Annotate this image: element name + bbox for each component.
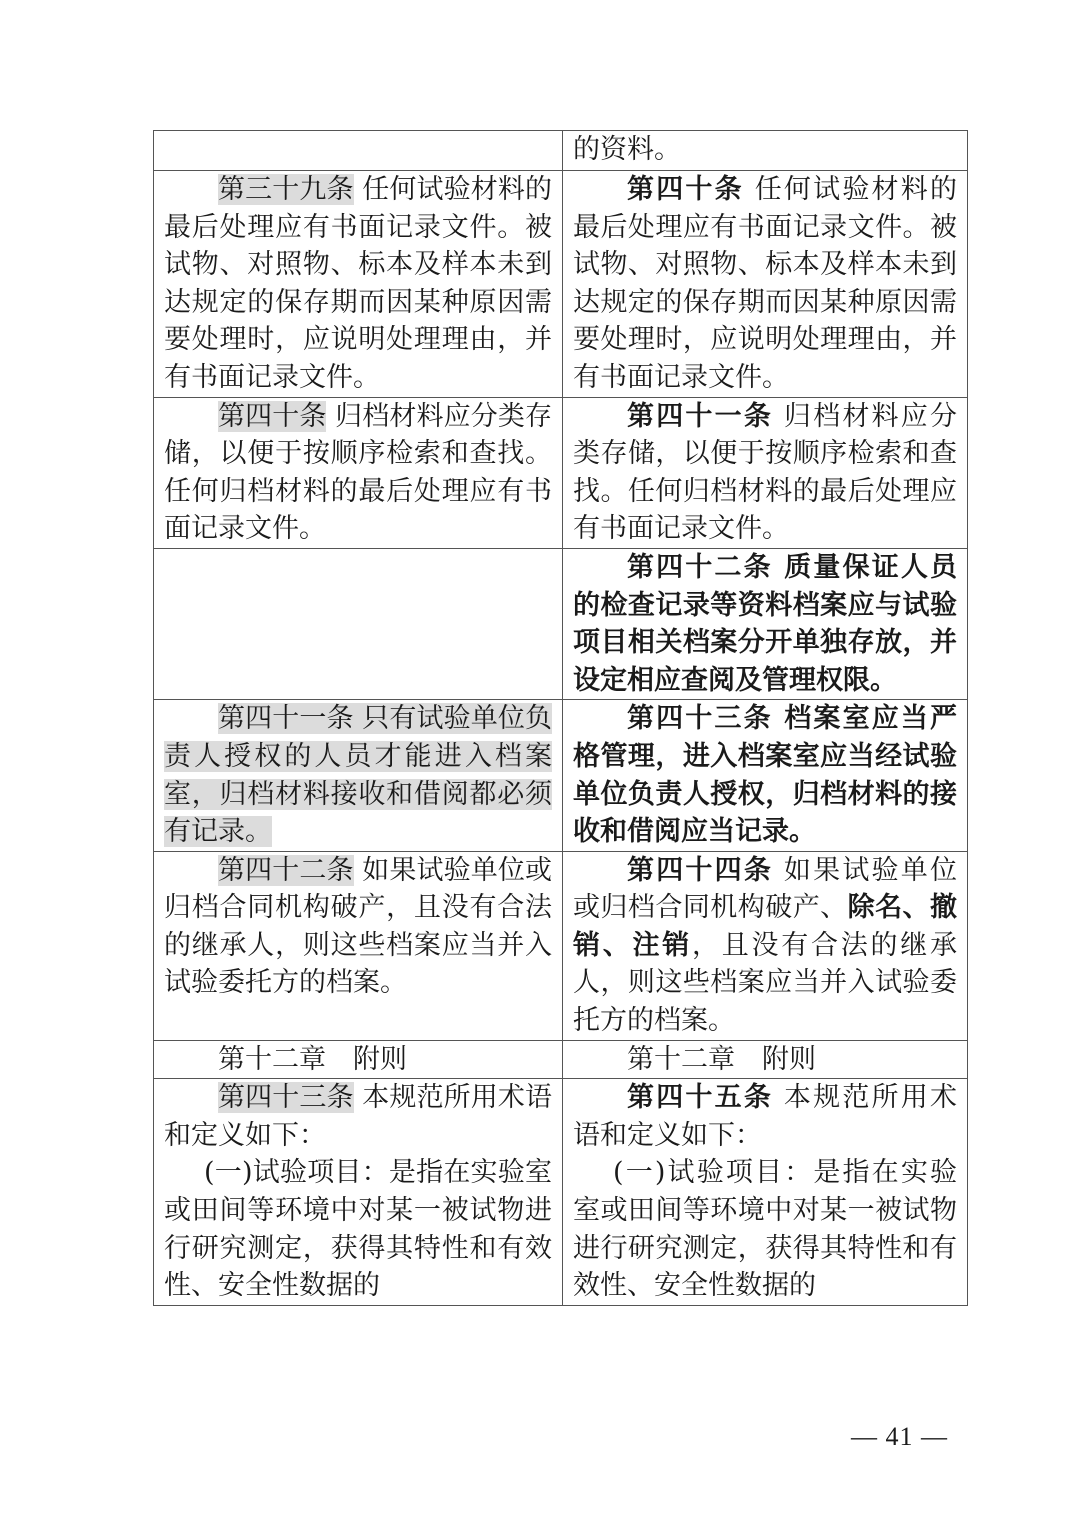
article-number-bold: 第四十四条: [627, 854, 774, 886]
left-cell: [154, 1040, 563, 1079]
right-cell: [563, 1079, 968, 1306]
table-row: [154, 548, 968, 699]
right-cell: [563, 397, 968, 548]
right-cell: [563, 171, 968, 398]
left-cell: [154, 700, 563, 851]
article-number-highlight: 第三十九条: [218, 174, 354, 205]
page-number: — 41 —: [851, 1422, 948, 1451]
right-cell: [563, 851, 968, 1040]
left-cell: [154, 397, 563, 548]
article-number-bold: 第四十五条: [627, 1082, 774, 1114]
article-body: 本规范所用术语和定义如下：: [164, 1082, 552, 1151]
article-highlight: [164, 703, 552, 847]
article-body: 任何试验材料的最后处理应有书面记录文件。被试物、对照物、标本及样本未到达规定的保存期而因某种原因需要处理时，应说明处理理由，并有书面记录文件。: [573, 174, 957, 393]
right-cell: [563, 700, 968, 851]
article-number-bold: 第四十条: [627, 174, 744, 205]
left-cell: [154, 548, 563, 699]
article-body: 如果试验单位或归档合同机构破产、: [573, 854, 957, 924]
left-cell: [154, 131, 563, 171]
article-body: 归档材料应分类存储，以便于按顺序检索和查找。任何归档材料的最后处理应有书面记录文件。: [573, 400, 957, 545]
article-body: 档案室应当严格管理，进入档案室应当经试验单位负责人授权，归档材料的接收和借阅应当记录。: [573, 703, 958, 848]
left-cell: [154, 1079, 563, 1306]
chapter-heading: 第十二章 附则: [218, 1043, 407, 1075]
article-body: 归档材料应分类存储，以便于按顺序检索和查找。任何归档材料的最后处理应有书面记录文件。: [164, 400, 552, 545]
left-cell: [154, 171, 563, 398]
table-row: [154, 171, 968, 398]
definition-item: (一)试验项目：是指在实验室或田间等环境中对某一被试物进行研究测定，获得其特性和有效性、安全性数据的: [164, 1157, 552, 1302]
right-cell: [563, 131, 968, 171]
right-cell: [563, 1040, 968, 1079]
right-cell: [563, 548, 968, 699]
article-body: ，且没有合法的继承人，则这些档案应当并入试验委托方的档案。: [573, 929, 957, 1037]
article-number-highlight: 第四十三条: [218, 1082, 354, 1114]
article-number-bold: 第四十三条: [627, 703, 773, 735]
article-body: 如果试验单位或归档合同机构破产，且没有合法的继承人，则这些档案应当并入试验委托方的档案。: [164, 854, 552, 999]
table-row: [154, 1040, 968, 1079]
definition-item: (一)试验项目：是指在实验室或田间等环境中对某一被试物进行研究测定，获得其特性和有效性、安全性数据的: [573, 1157, 957, 1302]
article-number-highlight: 第四十条: [218, 400, 327, 432]
table-row: [154, 700, 968, 851]
left-cell: [154, 851, 563, 1040]
table-row: [154, 851, 968, 1040]
table-row: [154, 1079, 968, 1306]
article-body-bold: 除名、撤销、注销: [573, 892, 958, 961]
article-number-highlight: 第四十二条: [218, 854, 354, 886]
article-number-bold: 第四十二条: [627, 551, 773, 583]
table-row: [154, 397, 968, 548]
comparison-table: [153, 130, 968, 1306]
article-number-bold: 第四十一条: [627, 400, 774, 432]
article-body: 质量保证人员的检查记录等资料档案应与试验项目相关档案分开单独存放，并设定相应查阅及管理权限。: [573, 551, 958, 696]
chapter-heading: 第十二章 附则: [627, 1043, 816, 1075]
article-number: 第四十一条: [218, 703, 354, 735]
table-row: [154, 131, 968, 171]
article-body: 本规范所用术语和定义如下：: [573, 1082, 957, 1151]
article-body: 任何试验材料的最后处理应有书面记录文件。被试物、对照物、标本及样本未到达规定的保存期而因某种原因需要处理时，应说明处理理由，并有书面记录文件。: [164, 174, 552, 393]
article-body: 只有试验单位负责人授权的人员才能进入档案室，归档材料接收和借阅都必须有记录。: [164, 703, 552, 848]
cell-text: 的资料。: [573, 134, 681, 165]
